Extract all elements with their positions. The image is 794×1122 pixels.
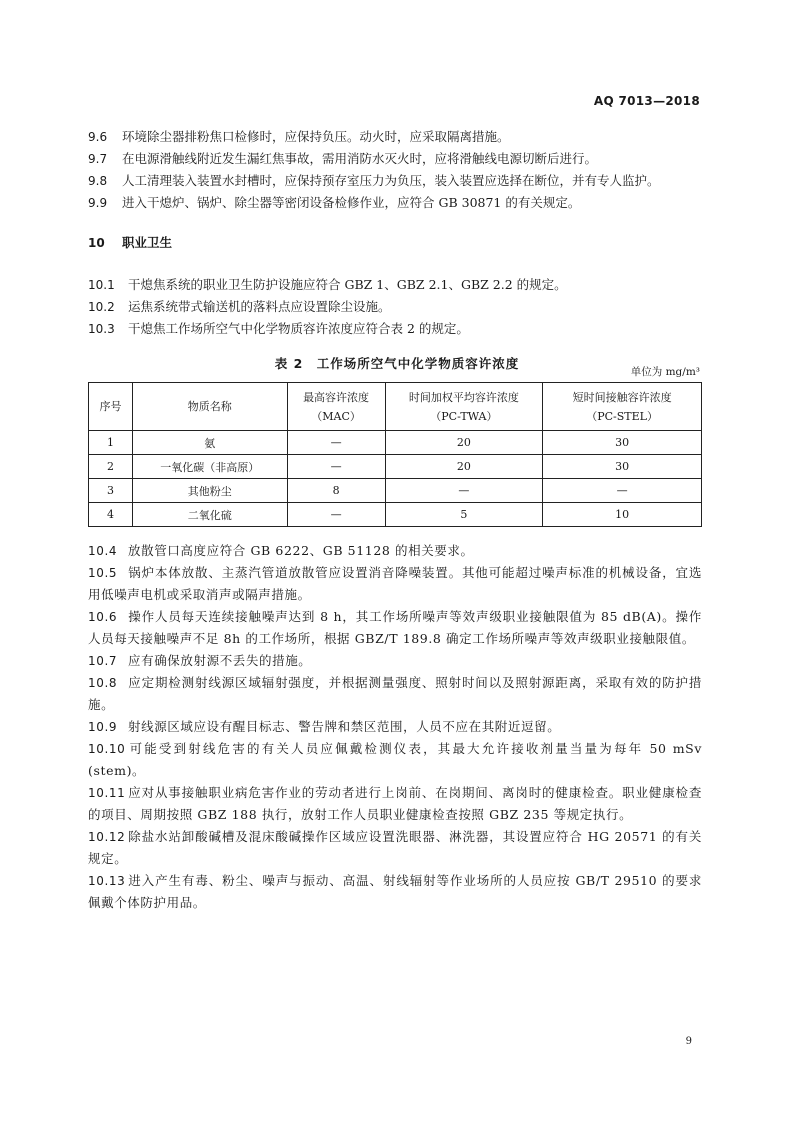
page-number: 9	[685, 1036, 692, 1047]
cell-stel: 30	[543, 455, 702, 479]
clause-number: 9.6	[88, 130, 108, 144]
clause-block-10a	[88, 274, 702, 340]
cell-mac: —	[287, 455, 385, 479]
clause-text: 环境除尘器排粉焦口检修时，应保持负压。动火时，应采取隔离措施。	[122, 129, 510, 144]
cell-stel: 10	[543, 503, 702, 527]
clause-10-13	[88, 870, 702, 914]
clause-number: 10.11	[88, 786, 126, 800]
clause-10-10	[88, 738, 702, 782]
cell-name: 其他粉尘	[132, 479, 287, 503]
clause-number: 10.2	[88, 300, 115, 314]
table-row	[89, 431, 702, 455]
document-code: AQ 7013—2018	[593, 94, 700, 108]
cell-twa: 5	[385, 503, 543, 527]
clause-number: 9.8	[88, 174, 108, 188]
clause-10-6	[88, 606, 702, 650]
clause-9-6	[88, 126, 702, 148]
clause-text: 锅炉本体放散、主蒸汽管道放散管应设置消音降噪装置。其他可能超过噪声标准的机械设备，宜选用低噪声电机或采取消声或隔声措施。	[88, 565, 702, 602]
clause-number: 10.12	[88, 830, 126, 844]
table-header-row	[89, 383, 702, 431]
header-no: 序号	[89, 383, 133, 431]
clause-text: 放散管口高度应符合 GB 6222、GB 51128 的相关要求。	[128, 543, 474, 558]
cell-no: 3	[89, 479, 133, 503]
clause-text: 应定期检测射线源区域辐射强度，并根据测量强度、照射时间以及照射源距离，采取有效的防护措施。	[88, 675, 702, 712]
clause-text: 干熄焦系统的职业卫生防护设施应符合 GBZ 1、GBZ 2.1、GBZ 2.2 的规定。	[128, 277, 567, 292]
table-unit: 单位为 mg/m³	[630, 366, 700, 378]
clause-10-5	[88, 562, 702, 606]
cell-name: 二氧化硫	[132, 503, 287, 527]
clause-10-11	[88, 782, 702, 826]
clause-number: 10.9	[88, 720, 118, 734]
cell-no: 4	[89, 503, 133, 527]
clause-10-12	[88, 826, 702, 870]
clause-text: 应对从事接触职业病危害作业的劳动者进行上岗前、在岗期间、离岗时的健康检查。职业健康检查的项目、周期按照 GBZ 188 执行，放射工作人员职业健康检查按照 GBZ 235 等规定执行。	[88, 785, 702, 822]
clause-9-7	[88, 148, 702, 170]
clause-number: 10.13	[88, 874, 126, 888]
cell-mac: —	[287, 431, 385, 455]
cell-twa: 20	[385, 431, 543, 455]
clause-9-9	[88, 192, 702, 214]
section-number: 10	[88, 236, 105, 250]
clause-10-4	[88, 540, 702, 562]
table-row	[89, 455, 702, 479]
cell-no: 1	[89, 431, 133, 455]
table-row	[89, 503, 702, 527]
clause-number: 9.9	[88, 196, 108, 210]
header-stel: 短时间接触容许浓度 （PC-STEL）	[543, 383, 702, 431]
clause-10-3	[88, 318, 702, 340]
clause-text: 进入产生有毒、粉尘、噪声与振动、高温、射线辐射等作业场所的人员应按 GB/T 29510 的要求佩戴个体防护用品。	[88, 873, 702, 910]
clause-10-8	[88, 672, 702, 716]
clause-number: 10.4	[88, 544, 118, 558]
cell-stel: —	[543, 479, 702, 503]
section-title: 职业卫生	[122, 235, 173, 250]
cell-twa: —	[385, 479, 543, 503]
clause-block-9	[88, 126, 702, 214]
clause-number: 10.1	[88, 278, 115, 292]
concentration-table	[88, 382, 702, 527]
header-mac: 最高容许浓度 （MAC）	[287, 383, 385, 431]
clause-number: 10.3	[88, 322, 115, 336]
clause-10-1	[88, 274, 702, 296]
clause-text: 操作人员每天连续接触噪声达到 8 h，其工作场所噪声等效声级职业接触限值为 85 dB(A)。操作人员每天接触噪声不足 8h 的工作场所，根据 GBZ/T 189.8 确定工作场所噪声等效声级职业接触限值。	[88, 609, 702, 646]
clause-text: 进入干熄炉、锅炉、除尘器等密闭设备检修作业，应符合 GB 30871 的有关规定。	[122, 195, 581, 210]
clause-10-9	[88, 716, 702, 738]
header-twa: 时间加权平均容许浓度 （PC-TWA）	[385, 383, 543, 431]
clause-10-2	[88, 296, 702, 318]
clause-number: 10.7	[88, 654, 118, 668]
clause-10-7	[88, 650, 702, 672]
clause-text: 应有确保放射源不丢失的措施。	[128, 653, 312, 668]
table-caption: 表 2 工作场所空气中化学物质容许浓度	[274, 356, 520, 371]
cell-mac: 8	[287, 479, 385, 503]
clause-number: 10.10	[88, 742, 126, 756]
section-heading	[88, 232, 702, 254]
cell-twa: 20	[385, 455, 543, 479]
clause-number: 9.7	[88, 152, 108, 166]
cell-name: 氨	[132, 431, 287, 455]
cell-no: 2	[89, 455, 133, 479]
clause-text: 除盐水站卸酸碱槽及混床酸碱操作区域应设置洗眼器、淋洗器，其设置应符合 HG 20571 的有关规定。	[88, 829, 702, 866]
clause-text: 干熄焦工作场所空气中化学物质容许浓度应符合表 2 的规定。	[128, 321, 469, 336]
clause-text: 在电源滑触线附近发生漏红焦事故，需用消防水灭火时，应将滑触线电源切断后进行。	[122, 151, 598, 166]
clause-number: 10.8	[88, 676, 118, 690]
cell-stel: 30	[543, 431, 702, 455]
cell-mac: —	[287, 503, 385, 527]
header-name: 物质名称	[132, 383, 287, 431]
clause-text: 可能受到射线危害的有关人员应佩戴检测仪表，其最大允许接收剂量当量为每年 50 mSv (stem)。	[88, 741, 702, 778]
clause-number: 10.6	[88, 610, 118, 624]
cell-name: 一氧化碳（非高原）	[132, 455, 287, 479]
clause-block-10b	[88, 540, 702, 914]
table-row	[89, 479, 702, 503]
clause-9-8	[88, 170, 702, 192]
clause-text: 射线源区域应设有醒目标志、警告牌和禁区范围，人员不应在其附近逗留。	[128, 719, 561, 734]
clause-text: 人工清理装入装置水封槽时，应保持预存室压力为负压，装入装置应选择在断位，并有专人监护。	[122, 173, 660, 188]
clause-number: 10.5	[88, 566, 118, 580]
clause-text: 运焦系统带式输送机的落料点应设置除尘设施。	[128, 299, 391, 314]
